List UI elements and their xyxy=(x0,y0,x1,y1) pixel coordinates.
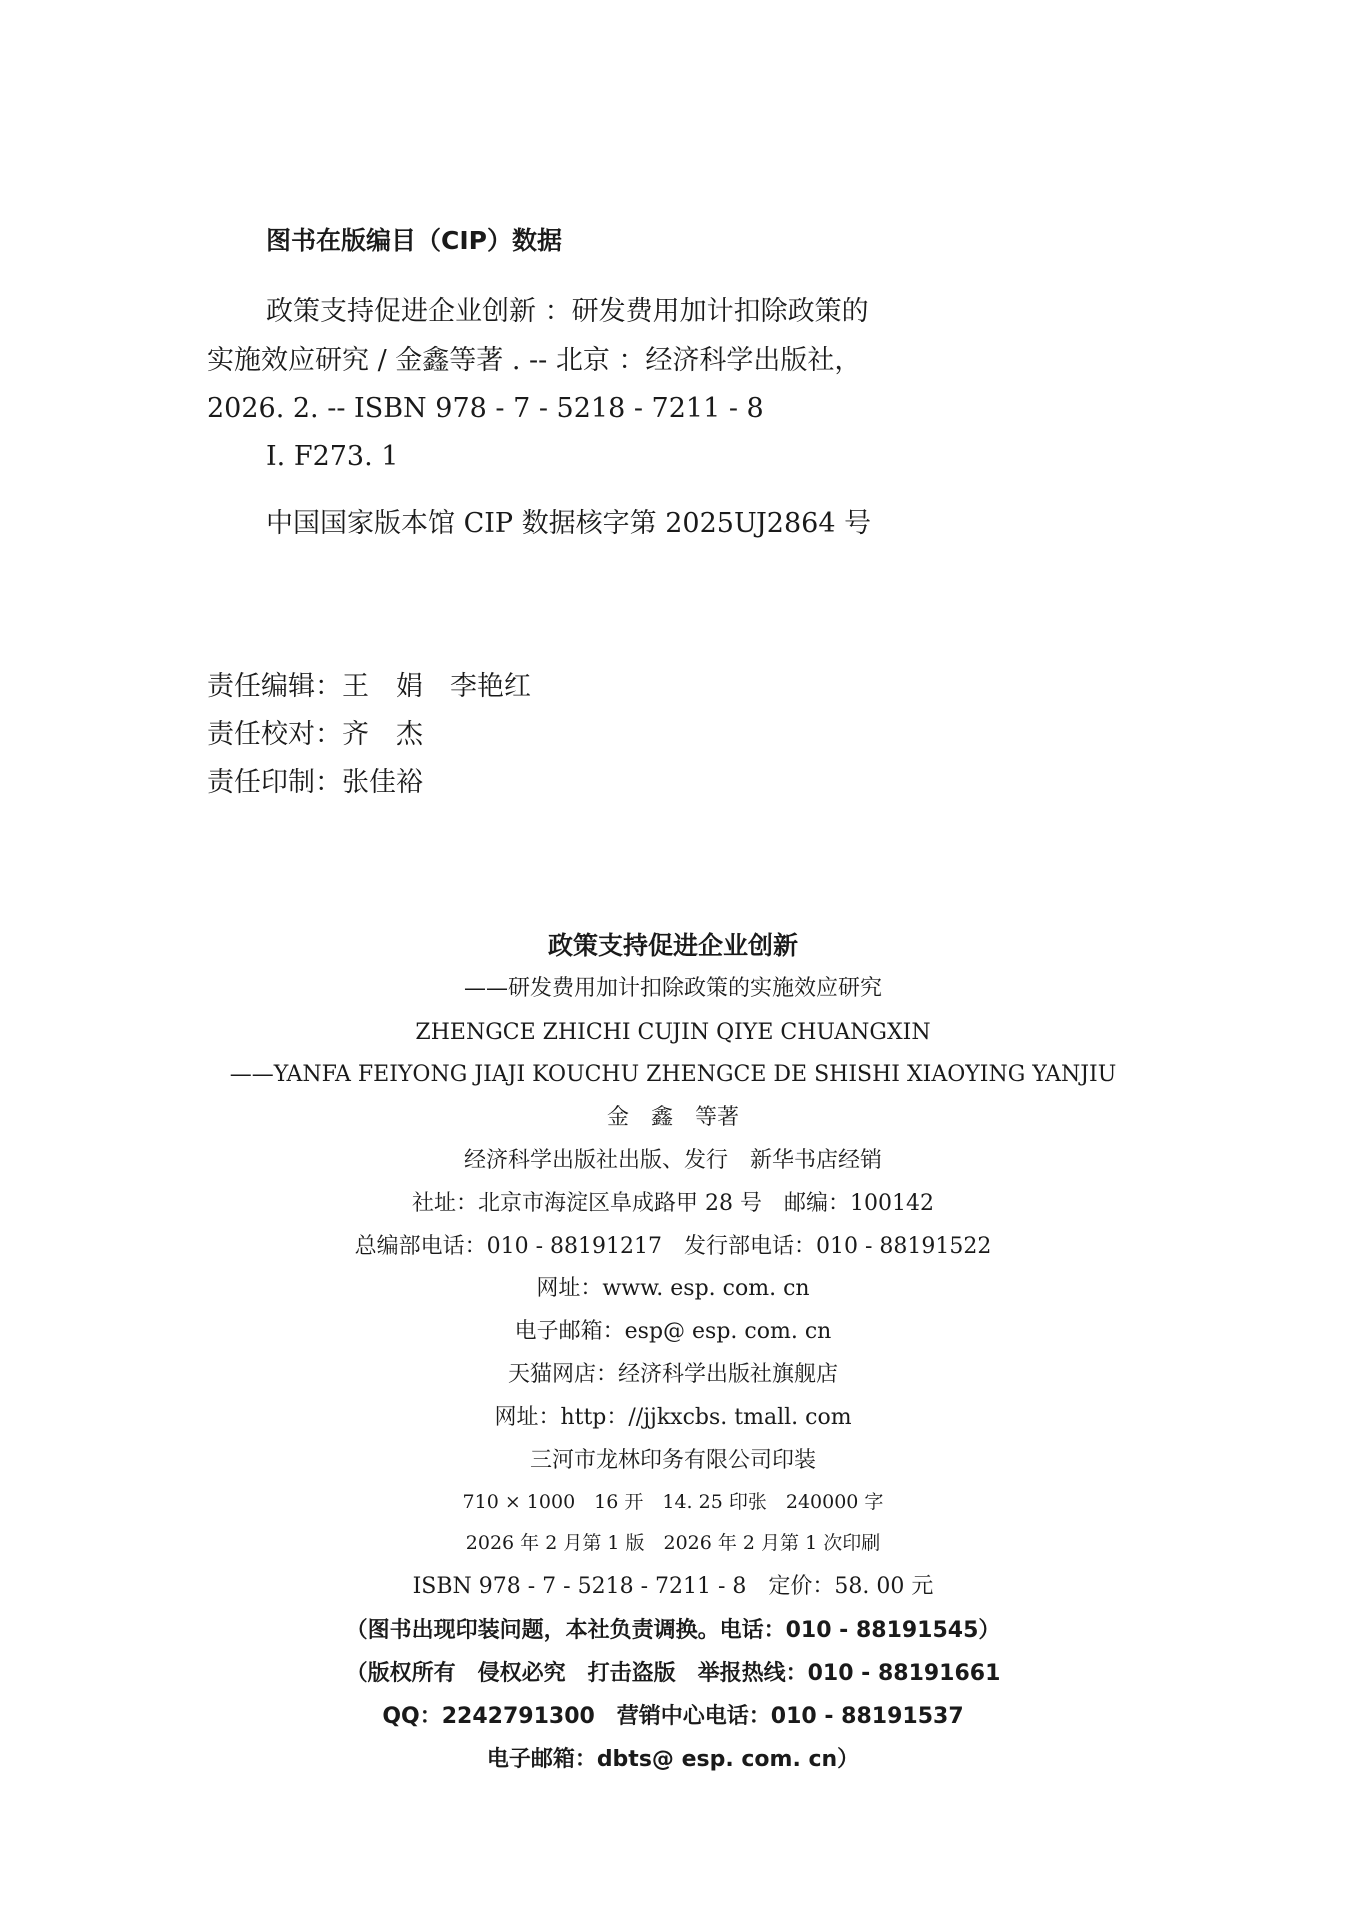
colophon-phones: 总编部电话：010 - 88191217 发行部电话：010 - 88191522 xyxy=(354,1234,992,1259)
cip-classification: Ⅰ. F273. 1 xyxy=(266,441,399,472)
colophon-edition: 2026 年 2 月第 1 版 2026 年 2 月第 1 次印刷 xyxy=(465,1532,881,1554)
colophon-printer: 三河市龙林印务有限公司印装 xyxy=(529,1448,816,1473)
colophon-subtitle: ——研发费用加计扣除政策的实施效应研究 xyxy=(463,976,882,1001)
colophon-isbn-price: ISBN 978 - 7 - 5218 - 7211 - 8 定价：58. 00 元 xyxy=(412,1574,934,1599)
cip-title-line-1: 政策支持促进企业创新 ：研发费用加计扣除政策的 xyxy=(266,296,869,327)
colophon-address: 社址：北京市海淀区阜成路甲 28 号 邮编：100142 xyxy=(412,1191,934,1216)
credit-proofreader: 责任校对：齐 杰 xyxy=(207,719,423,750)
colophon-title-pinyin: ZHENGCE ZHICHI CUJIN QIYE CHUANGXIN xyxy=(415,1020,931,1045)
cip-heading: 图书在版编目（CIP）数据 xyxy=(266,226,562,255)
colophon-website: 网址：www. esp. com. cn xyxy=(536,1276,810,1301)
credit-editor: 责任编辑：王 娟 李艳红 xyxy=(207,671,531,702)
colophon-tmall-store: 天猫网店：经济科学出版社旗舰店 xyxy=(507,1362,838,1387)
colophon-tmall-url: 网址：http：//jjkxcbs. tmall. com xyxy=(494,1405,852,1430)
colophon-email: 电子邮箱：esp@ esp. com. cn xyxy=(514,1319,832,1344)
cip-isbn-line: 2026. 2. -- ISBN 978 - 7 - 5218 - 7211 - 8 xyxy=(207,393,764,424)
cip-record-number: 中国国家版本馆 CIP 数据核字第 2025UJ2864 号 xyxy=(266,508,872,539)
cip-title-line-2: 实施效应研究 / 金鑫等著 . -- 北京 ：经济科学出版社， xyxy=(207,345,862,376)
credit-printing: 责任印制：张佳裕 xyxy=(207,767,423,798)
colophon-publisher: 经济科学出版社出版、发行 新华书店经销 xyxy=(463,1148,882,1173)
colophon-notice-contacts: QQ：2242791300 营销中心电话：010 - 88191537 xyxy=(382,1704,964,1729)
colophon-notice-email: 电子邮箱：dbts@ esp. com. cn） xyxy=(486,1747,860,1772)
colophon-notice-copyright: （版权所有 侵权必究 打击盗版 举报热线：010 - 88191661 xyxy=(345,1661,1001,1686)
colophon-authors: 金 鑫 等著 xyxy=(606,1105,739,1130)
colophon-subtitle-pinyin: ——YANFA FEIYONG JIAJI KOUCHU ZHENGCE DE SHISHI XIAOYING YANJIU xyxy=(229,1062,1117,1087)
colophon-title: 政策支持促进企业创新 xyxy=(547,931,798,960)
colophon-notice-print-issues: （图书出现印装问题，本社负责调换。电话：010 - 88191545） xyxy=(345,1618,1001,1643)
colophon-specs: 710 × 1000 16 开 14. 25 印张 240000 字 xyxy=(462,1491,884,1513)
